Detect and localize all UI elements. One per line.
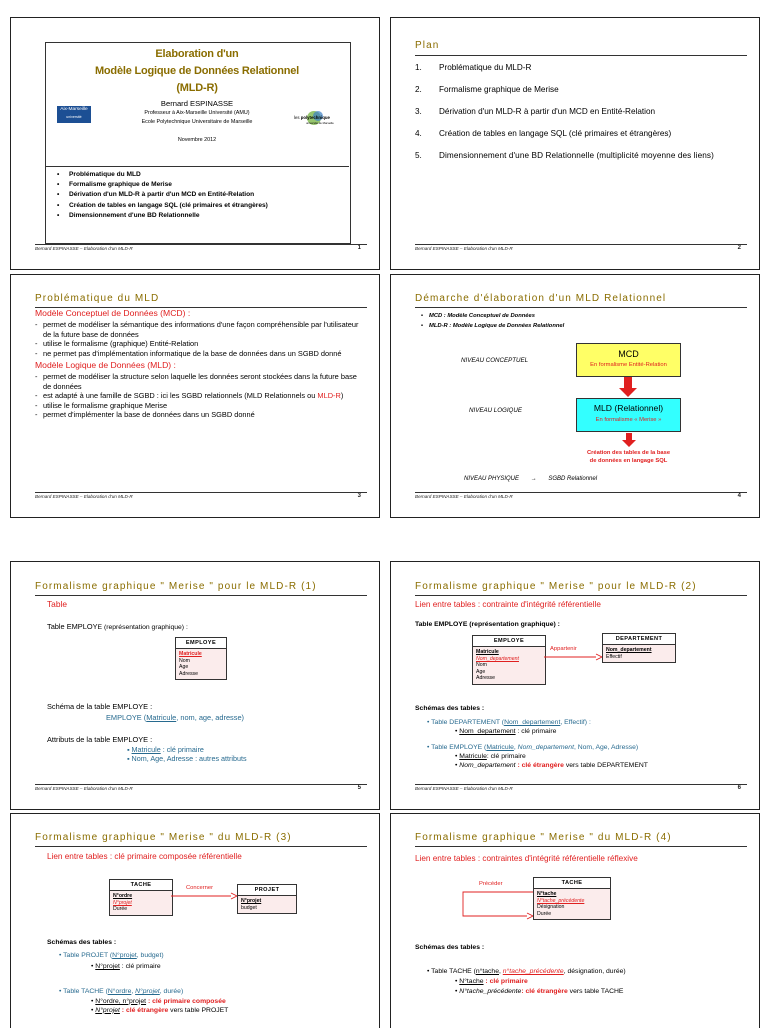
slide-5 [10, 561, 380, 810]
sgbd-label: SGBD Relationnel [548, 476, 598, 482]
slide-8 [390, 813, 760, 1028]
table-header: TACHE [110, 880, 172, 891]
title-line-1: Elaboration d'un [155, 48, 239, 60]
definitions [421, 311, 564, 331]
attribute-item: ▪ Matricule : clé primaire [127, 745, 204, 754]
table-field-pk: Matricule [476, 649, 499, 655]
table-fields [534, 889, 610, 919]
table-field: Désignation [537, 904, 565, 911]
schema-projet: • Table PROJET (N°projet, budget) [59, 952, 164, 959]
schema-item: • N°projet : clé étrangère vers table PROJET [91, 1006, 229, 1014]
summary-item: • Dimensionnement d'une BD Relationnelle [57, 211, 200, 219]
table-field: Nom [179, 657, 190, 664]
plan-list [415, 62, 735, 161]
mld-box [576, 398, 681, 432]
amu-logo-sub: université [66, 114, 82, 119]
table-fields [238, 896, 296, 913]
link-label: Concerner [186, 885, 214, 891]
plan-item: 1. Problématique du MLD-R [415, 63, 532, 72]
tache-table [533, 877, 611, 920]
reflexive-arrow [461, 888, 533, 920]
title-rule [415, 595, 747, 596]
page-number: 2 [737, 245, 741, 251]
schema-tache: • Table TACHE (N°ordre, N°projet, durée) [59, 988, 184, 996]
summary-item: • Création de tables en langage SQL (clé primaires et étrangères) [57, 201, 268, 209]
departement-table [602, 633, 676, 663]
slide-subtitle: Lien entre tables : contrainte d'intégrité référentielle [415, 600, 601, 609]
down-arrow-2 [622, 433, 636, 447]
level-conceptual: NIVEAU CONCEPTUEL [461, 357, 529, 364]
slide-title: Formalisme graphique " Merise " pour le MLD-R (1) [35, 581, 317, 592]
amu-logo-text: Aix-Marseille [60, 107, 88, 112]
table-intro: Table EMPLOYE (représentation graphique) : [415, 621, 560, 628]
attributes-list [127, 745, 247, 764]
right-arrow-icon: → [530, 476, 537, 482]
title-line-2: Modèle Logique de Données Relationnel [94, 65, 300, 77]
summary-list [57, 170, 268, 221]
footer-text: Bernard ESPINASSE – Elaboration d'un MLD-R [35, 246, 133, 251]
title-rule [35, 595, 367, 596]
schema-item: • N°tache : clé primaire [455, 978, 528, 985]
schemas-list [59, 951, 228, 1015]
down-arrow-1 [618, 377, 638, 397]
list-item: - est adapté à une famille de SGBD : ici les SGBD relationnels (MLD Relationnels ou MLD-R) [35, 391, 359, 400]
slide-1 [10, 17, 380, 270]
plan-item: 3. Dérivation d'un MLD-R à partir d'un MCD en Entité-Relation [415, 107, 656, 116]
footer [415, 785, 741, 795]
table-field: Age [476, 668, 486, 675]
footer-text: Bernard ESPINASSE – Elaboration d'un MLD-R [35, 494, 133, 499]
table-field-pk: N°projet [241, 898, 262, 904]
link-arrow [171, 892, 237, 900]
footer [35, 245, 361, 255]
table-field: Age [179, 664, 189, 671]
footer-text: Bernard ESPINASSE – Elaboration d'un MLD-R [415, 494, 513, 499]
footer [415, 245, 741, 255]
title-rule [415, 307, 747, 308]
footer-text: Bernard ESPINASSE – Elaboration d'un MLD-R [415, 786, 513, 791]
title-line-3: (MLD-R) [176, 82, 218, 94]
slide-title: Formalisme graphique " Merise " du MLD-R (4) [415, 832, 672, 843]
table-field-fk: N°tache_précédente [537, 897, 585, 904]
title-separator [45, 166, 349, 167]
table-field-pk: Nom_departement [606, 647, 652, 653]
list-item: - permet de modéliser la sémantique des informations d'une façon compréhensible par l'utilisateur de la future base de données [35, 320, 359, 339]
section-heading-mld: Modèle Logique de Données (MLD) : [35, 360, 176, 371]
table-fields [176, 649, 226, 679]
summary-item: • Formalisme graphique de Merise [57, 181, 172, 189]
sql-creation-line-1: Création des tables de la base [586, 450, 671, 456]
table-header: EMPLOYE [176, 638, 226, 649]
mld-list [35, 372, 359, 419]
schema-tache: • Table TACHE (n°tache, n°tache_précédente, désignation, durée) [427, 968, 626, 975]
mcd-box-title: MCD [618, 349, 639, 359]
level-logical: NIVEAU LOGIQUE [469, 407, 522, 414]
mcd-box-subtitle: En formalisme Entité-Relation [590, 362, 667, 368]
slide-2 [390, 17, 760, 270]
schema-item: • N°projet : clé primaire [91, 963, 161, 971]
slide-title: Plan [415, 40, 440, 51]
footer [35, 493, 361, 503]
table-fields [603, 645, 675, 662]
affiliation-1: Professeur à Aix-Marseille Université (AMU) [144, 109, 250, 116]
table-field-fk: Nom_departement [476, 655, 519, 662]
polytech-logo-sub: université de Marseille [306, 121, 334, 125]
page-number: 3 [357, 493, 361, 499]
page-number: 1 [357, 245, 361, 251]
table-header: TACHE [534, 878, 610, 889]
footer-text: Bernard ESPINASSE – Elaboration d'un MLD-R [415, 246, 513, 251]
title-text [45, 46, 349, 97]
title-rule [415, 55, 747, 56]
table-fields [110, 891, 172, 915]
plan-item: 2. Formalisme graphique de Merise [415, 85, 559, 94]
list-item: - utilise le formalisme (graphique) Entité-Relation [35, 339, 359, 348]
author: Bernard ESPINASSE [160, 99, 234, 108]
definition-item: • MCD : Modèle Conceptuel de Données [421, 313, 535, 319]
page-number: 4 [737, 493, 741, 499]
list-item: - utilise le formalisme graphique Merise [35, 401, 359, 410]
table-header: PROJET [238, 885, 296, 896]
tache-table [109, 879, 173, 916]
table-field: Durée [113, 906, 128, 913]
polytech-logo [294, 109, 342, 129]
slide-3 [10, 274, 380, 518]
summary-item: • Problématique du MLD [57, 171, 141, 178]
schema-item: • Nom_departement : clé étrangère vers table DEPARTEMENT [455, 762, 648, 769]
schema-item: • N°tache_précédente: clé étrangère vers table TACHE [455, 988, 624, 995]
slide-subtitle: Table [47, 599, 68, 609]
list-item: - ne permet pas d'implémentation informatique de la base de données dans un SGBD donné [35, 349, 359, 358]
level-physical-label: NIVEAU PHYSIQUE [464, 476, 520, 482]
schema-employe: • Table EMPLOYE (Matricule, Nom_departement, Nom, Age, Adresse) [427, 744, 639, 751]
affiliation-2: Ecole Polytechnique Universitaire de Marseille [141, 119, 253, 125]
definition-item: • MLD-R : Modèle Logique de Données Relationnel [421, 323, 565, 329]
table-field: Adresse [179, 670, 199, 677]
level-physical [464, 476, 597, 482]
page-number: 5 [357, 785, 361, 791]
title-rule [35, 846, 367, 847]
slide-title: Problématique du MLD [35, 293, 160, 304]
schemas-label: Schémas des tables : [415, 705, 485, 712]
mld-box-subtitle: En formalisme « Merise » [595, 417, 662, 423]
date: Novembre 2012 [177, 136, 217, 143]
title-rule [415, 846, 747, 847]
link-arrow [544, 653, 602, 661]
slide-4 [390, 274, 760, 518]
table-field: Durée [537, 910, 552, 917]
schema-item: • Matricule: clé primaire [455, 753, 526, 760]
slide-title: Démarche d'élaboration d'un MLD Relationnel [415, 293, 667, 304]
table-field: budget [241, 904, 257, 911]
slide-subtitle: Lien entre tables : contraintes d'intégrité référentielle réflexive [415, 854, 638, 863]
schemas-list [427, 718, 648, 770]
slide-subtitle: Lien entre tables : clé primaire composée référentielle [47, 852, 242, 861]
table-field-fk: N°projet [113, 899, 132, 906]
list-item: - permet de modéliser la structure selon laquelle les données seront stockées dans la future base de données [35, 372, 359, 391]
amu-logo [57, 106, 91, 123]
list-item: - permet d'implémenter la base de données dans un SGBD donné [35, 410, 359, 419]
link-label: Précéder [479, 881, 503, 887]
slide-6 [390, 561, 760, 810]
footer [35, 785, 361, 795]
slide-title: Formalisme graphique " Merise " du MLD-R (3) [35, 832, 292, 843]
employe-table [472, 635, 546, 685]
employe-table [175, 637, 227, 680]
attributes-label: Attributs de la table EMPLOYE : [47, 735, 153, 744]
table-field: Effectif [606, 653, 622, 660]
schema-item: • Nom_departement : clé primaire [455, 728, 557, 735]
schema-text: EMPLOYE (Matricule, nom, age, adresse) [106, 713, 245, 722]
mcd-box [576, 343, 681, 377]
schema-label: Schéma de la table EMPLOYE : [47, 702, 153, 711]
mcd-list [35, 320, 359, 358]
schema-departement: • Table DEPARTEMENT (Nom_departement, Effectif) : [427, 719, 591, 726]
slide-title: Formalisme graphique " Merise " pour le MLD-R (2) [415, 581, 697, 592]
schemas-list [427, 967, 626, 997]
plan-item: 5. Dimensionnement d'une BD Relationnelle (multiplicité moyenne des liens) [415, 151, 714, 160]
table-field: Nom [476, 662, 487, 669]
table-header: EMPLOYE [473, 636, 545, 647]
schemas-label: Schémas des tables : [415, 944, 485, 951]
sql-creation-note [566, 450, 691, 466]
page-number: 6 [737, 785, 741, 791]
table-field: Adresse [476, 675, 496, 682]
footer [415, 493, 741, 503]
table-fields [473, 647, 545, 684]
table-field-pk: N°tache [537, 891, 557, 897]
table-intro: Table EMPLOYE (représentation graphique) : [47, 622, 188, 631]
section-heading-mcd: Modèle Conceptuel de Données (MCD) : [35, 308, 191, 318]
schema-item: • N°ordre, n°projet : clé primaire composée [91, 997, 226, 1005]
footer-text: Bernard ESPINASSE – Elaboration d'un MLD-R [35, 786, 133, 791]
slide-body [35, 309, 359, 419]
summary-item: • Dérivation d'un MLD-R à partir d'un MCD en Entité-Relation [57, 191, 255, 199]
table-field-pk: N°ordre [113, 893, 133, 899]
projet-table [237, 884, 297, 914]
mld-box-title: MLD (Relationnel) [593, 403, 664, 413]
table-field-pk: Matricule [179, 651, 202, 657]
plan-item: 4. Création de tables en langage SQL (clé primaires et étrangères) [415, 129, 672, 138]
table-header: DEPARTEMENT [603, 634, 675, 645]
slide-7 [10, 813, 380, 1028]
polytech-logo-text-2: polytechnique [300, 115, 330, 120]
attribute-item: ▪ Nom, Age, Adresse : autres attributs [127, 754, 247, 764]
link-label: Appartenir [550, 646, 577, 652]
polytech-logo-text-1: les [294, 115, 300, 120]
sql-creation-line-2: de données en langage SQL [589, 457, 668, 464]
schemas-label: Schémas des tables : [47, 939, 117, 946]
